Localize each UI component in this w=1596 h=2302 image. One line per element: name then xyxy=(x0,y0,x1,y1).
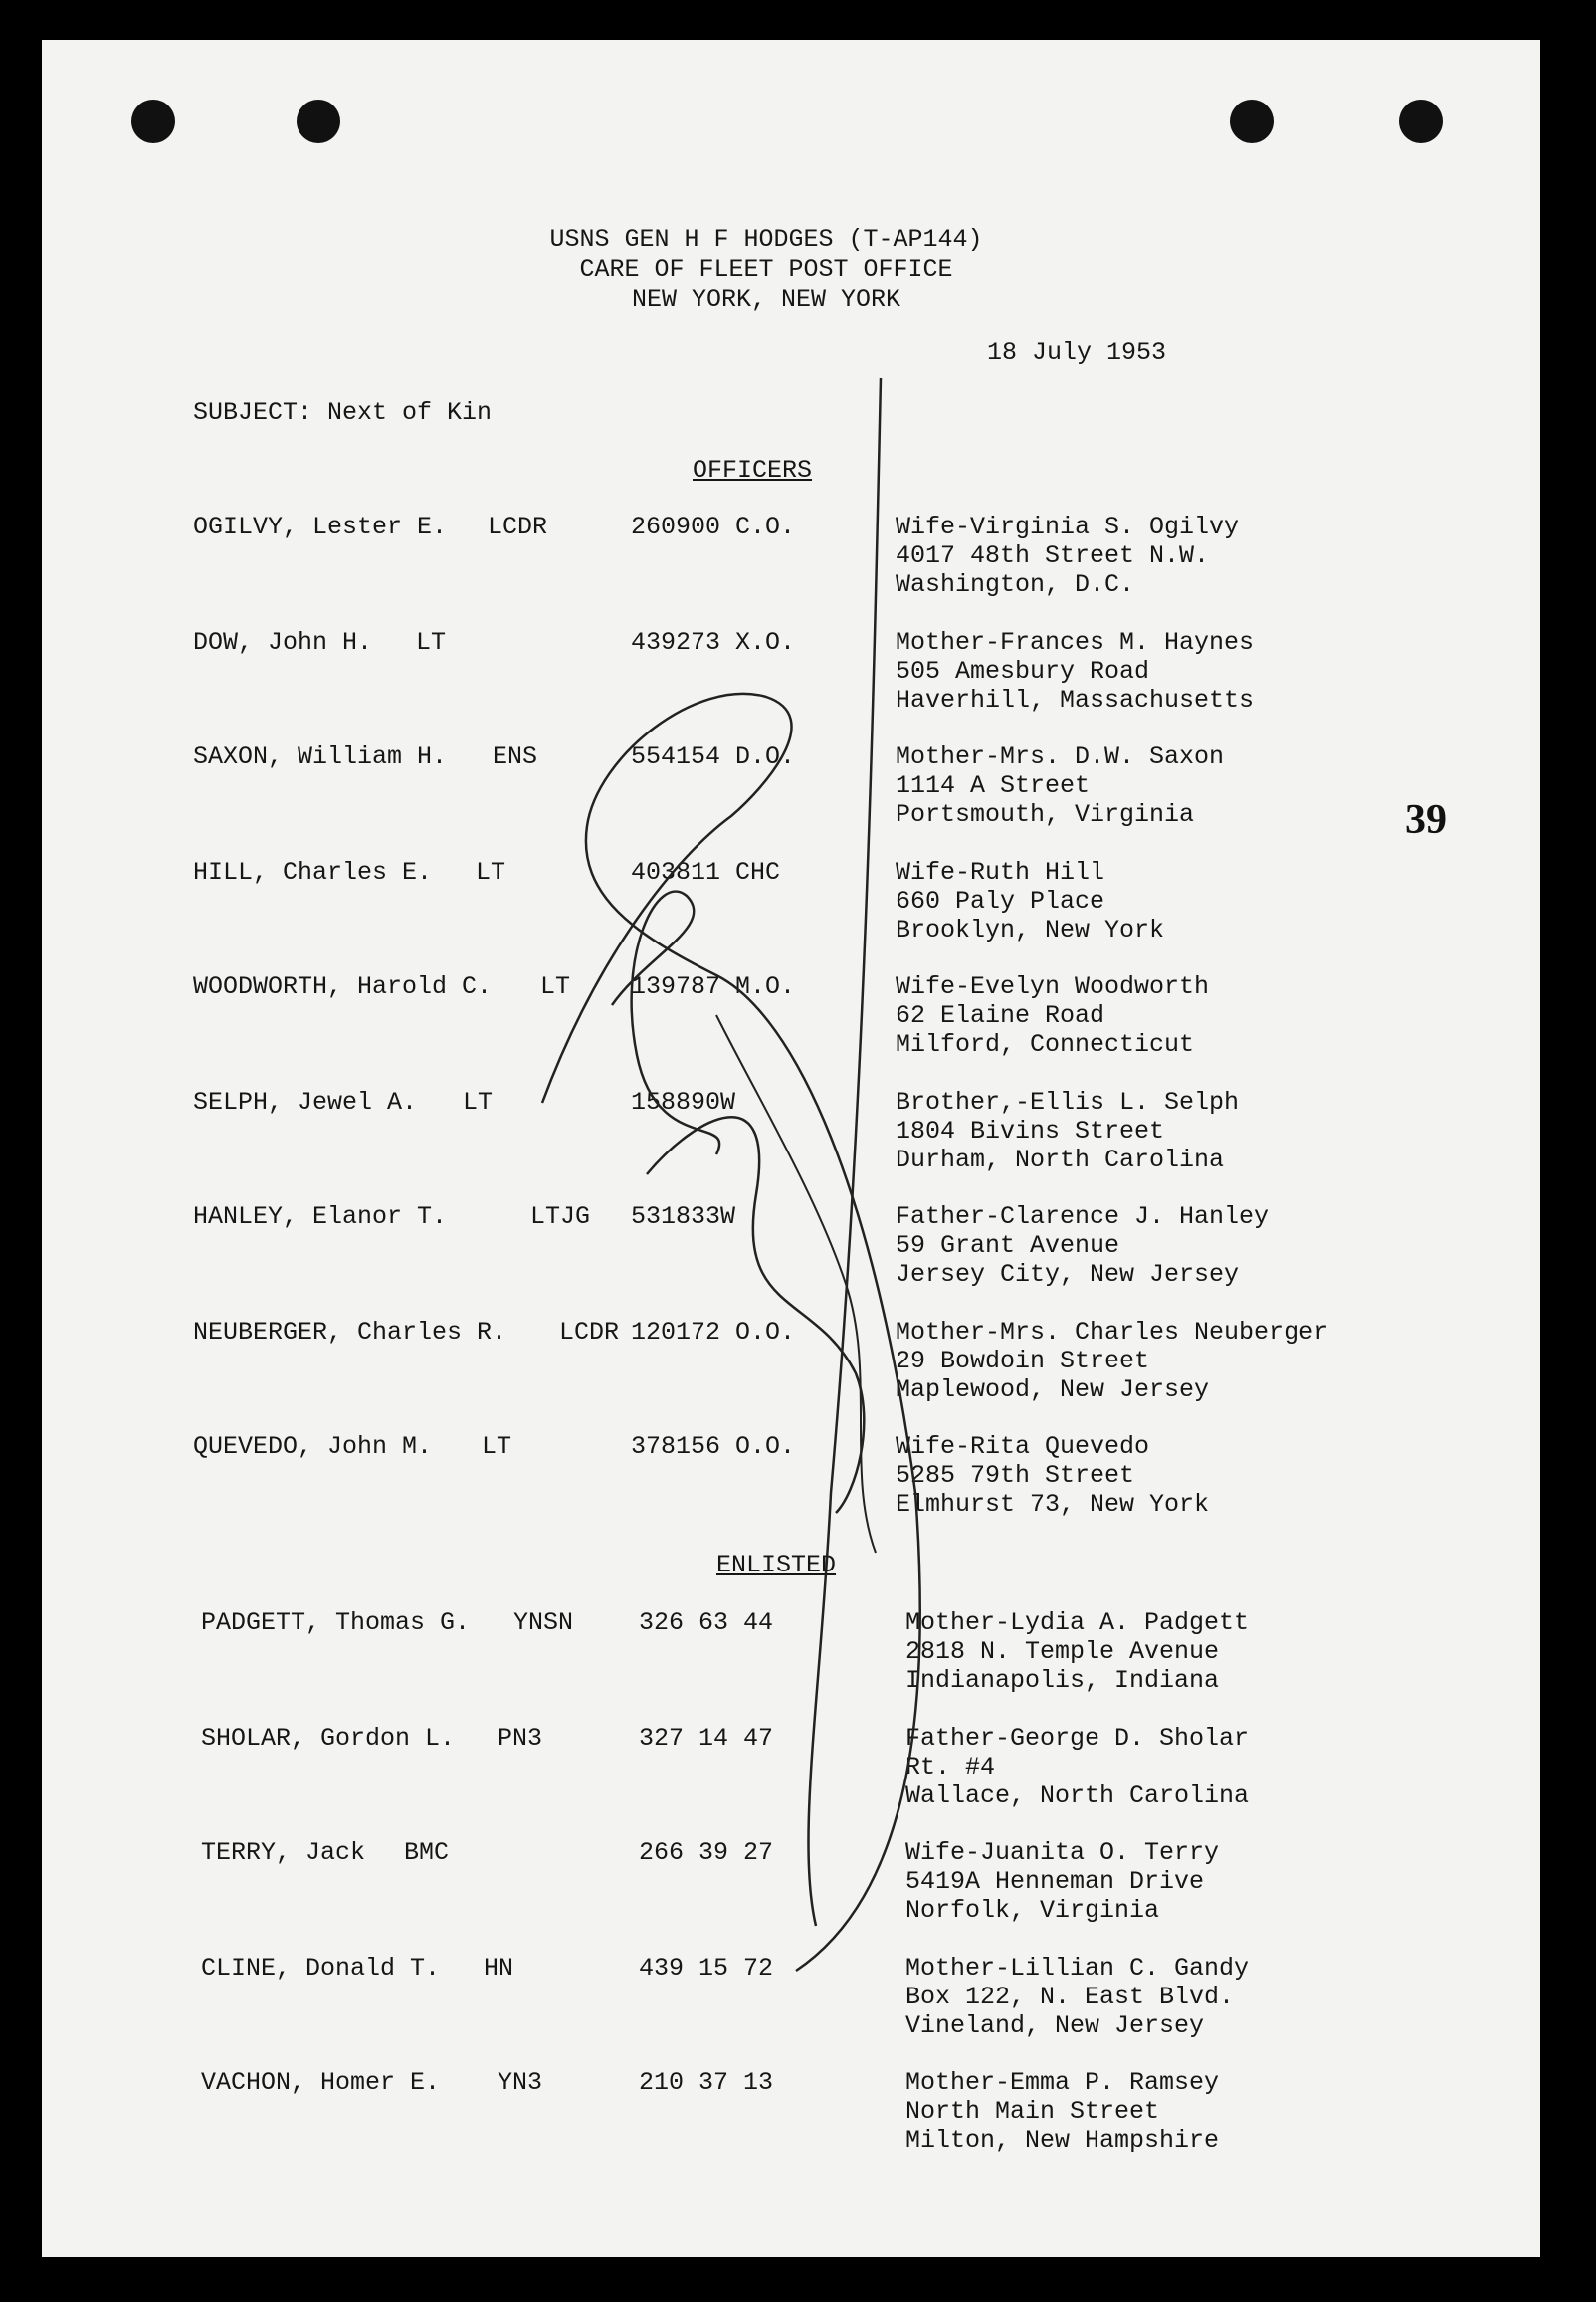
entry-name: CLINE, Donald T. xyxy=(201,1953,441,1983)
entry-next-of-kin-line: Haverhill, Massachusetts xyxy=(896,685,1255,715)
entry-next-of-kin-line: Norfolk, Virginia xyxy=(905,1896,1160,1925)
entry-rank: LCDR xyxy=(559,1317,620,1347)
entry-next-of-kin-line: Mother-Emma P. Ramsey xyxy=(905,2068,1220,2097)
entry-next-of-kin-line: Wife-Juanita O. Terry xyxy=(905,1838,1220,1867)
entry-service-number: 439 15 72 xyxy=(639,1953,774,1983)
entry-service-number: 403811 CHC xyxy=(631,857,781,887)
entry-next-of-kin-line: Milford, Connecticut xyxy=(896,1030,1195,1059)
entry-next-of-kin-line: Mother-Frances M. Haynes xyxy=(896,627,1255,657)
entry-name: HANLEY, Elanor T. xyxy=(193,1202,448,1231)
entry-next-of-kin-line: 1114 A Street xyxy=(896,771,1091,800)
entry-next-of-kin-line: Maplewood, New Jersey xyxy=(896,1374,1210,1404)
entry-name: PADGETT, Thomas G. xyxy=(201,1608,471,1637)
entry-rank: PN3 xyxy=(498,1723,543,1753)
entry-next-of-kin-line: Washington, D.C. xyxy=(896,570,1135,599)
entry-next-of-kin-line: 62 Elaine Road xyxy=(896,1001,1105,1030)
entry-name: SAXON, William H. xyxy=(193,742,448,771)
entry-rank: LT xyxy=(463,1087,494,1117)
entry-next-of-kin-line: 5419A Henneman Drive xyxy=(905,1867,1205,1896)
entry-name: HILL, Charles E. xyxy=(193,857,433,887)
entry-rank: LT xyxy=(540,972,571,1001)
entry-next-of-kin-line: 4017 48th Street N.W. xyxy=(896,541,1210,570)
entry-name: VACHON, Homer E. xyxy=(201,2068,441,2097)
entry-next-of-kin-line: 660 Paly Place xyxy=(896,886,1105,916)
entry-service-number: 378156 O.O. xyxy=(631,1432,796,1461)
letterhead-line-2: CARE OF FLEET POST OFFICE xyxy=(579,255,953,284)
entry-name: SELPH, Jewel A. xyxy=(193,1087,418,1117)
entry-next-of-kin-line: Brooklyn, New York xyxy=(896,915,1165,944)
entry-service-number: 326 63 44 xyxy=(639,1608,774,1637)
entry-rank: LT xyxy=(476,857,506,887)
entry-next-of-kin-line: Wife-Virginia S. Ogilvy xyxy=(896,513,1240,541)
entry-service-number: 210 37 13 xyxy=(639,2068,774,2097)
entry-next-of-kin-line: Father-George D. Sholar xyxy=(905,1723,1250,1753)
entry-rank: LTJG xyxy=(530,1202,591,1231)
entry-next-of-kin-line: Wife-Rita Quevedo xyxy=(896,1432,1150,1461)
entry-rank: ENS xyxy=(493,742,538,771)
entry-service-number: 158890W xyxy=(631,1087,736,1117)
entry-next-of-kin-line: Portsmouth, Virginia xyxy=(896,800,1195,829)
entry-next-of-kin-line: Wife-Ruth Hill xyxy=(896,857,1105,887)
entry-name: NEUBERGER, Charles R. xyxy=(193,1317,507,1347)
entry-name: DOW, John H. xyxy=(193,627,373,657)
entry-next-of-kin-line: Elmhurst 73, New York xyxy=(896,1490,1210,1519)
entry-rank: LCDR xyxy=(488,513,548,541)
entry-next-of-kin-line: Mother-Lillian C. Gandy xyxy=(905,1953,1250,1983)
entry-next-of-kin-line: 1804 Bivins Street xyxy=(896,1116,1165,1146)
entry-rank: YNSN xyxy=(513,1608,574,1637)
entry-next-of-kin-line: Father-Clarence J. Hanley xyxy=(896,1202,1270,1231)
entry-next-of-kin-line: 2818 N. Temple Avenue xyxy=(905,1637,1220,1666)
entry-next-of-kin-line: Wife-Evelyn Woodworth xyxy=(896,972,1210,1001)
entry-service-number: 120172 O.O. xyxy=(631,1317,796,1347)
entry-next-of-kin-line: Jersey City, New Jersey xyxy=(896,1260,1240,1289)
entry-name: SHOLAR, Gordon L. xyxy=(201,1723,456,1753)
entry-next-of-kin-line: Vineland, New Jersey xyxy=(905,2010,1205,2040)
entry-name: QUEVEDO, John M. xyxy=(193,1432,433,1461)
section-heading-officers: OFFICERS xyxy=(693,456,813,485)
entry-name: WOODWORTH, Harold C. xyxy=(193,972,493,1001)
entry-service-number: 554154 D.O. xyxy=(631,742,796,771)
entry-service-number: 327 14 47 xyxy=(639,1723,774,1753)
entry-service-number: 139787 M.O. xyxy=(631,972,796,1001)
entry-next-of-kin-line: 5285 79th Street xyxy=(896,1461,1135,1490)
entry-next-of-kin-line: 59 Grant Avenue xyxy=(896,1231,1120,1260)
entry-next-of-kin-line: Indianapolis, Indiana xyxy=(905,1666,1220,1695)
letterhead-line-3: NEW YORK, NEW YORK xyxy=(631,285,901,314)
entry-next-of-kin-line: 505 Amesbury Road xyxy=(896,656,1150,686)
entry-rank: LT xyxy=(416,627,447,657)
entry-next-of-kin-line: 29 Bowdoin Street xyxy=(896,1346,1150,1375)
entry-next-of-kin-line: Rt. #4 xyxy=(905,1752,996,1781)
entry-name: TERRY, Jack xyxy=(201,1838,366,1867)
entry-next-of-kin-line: Wallace, North Carolina xyxy=(905,1780,1250,1810)
entry-rank: BMC xyxy=(404,1838,450,1867)
entry-next-of-kin-line: Milton, New Hampshire xyxy=(905,2126,1220,2155)
entry-next-of-kin-line: Mother-Mrs. D.W. Saxon xyxy=(896,742,1225,771)
entry-next-of-kin-line: Durham, North Carolina xyxy=(896,1145,1225,1174)
entry-name: OGILVY, Lester E. xyxy=(193,513,448,541)
entry-service-number: 531833W xyxy=(631,1202,736,1231)
section-heading-enlisted: ENLISTED xyxy=(716,1551,837,1579)
entry-next-of-kin-line: Brother,-Ellis L. Selph xyxy=(896,1087,1240,1117)
subject-line: SUBJECT: Next of Kin xyxy=(193,398,493,427)
entry-rank: YN3 xyxy=(498,2068,543,2097)
entry-service-number: 439273 X.O. xyxy=(631,627,796,657)
entry-next-of-kin-line: Mother-Lydia A. Padgett xyxy=(905,1608,1250,1637)
page-number-mark: 39 xyxy=(1405,797,1447,843)
entry-rank: LT xyxy=(482,1432,512,1461)
entry-next-of-kin-line: Box 122, N. East Blvd. xyxy=(905,1982,1235,2011)
entry-service-number: 266 39 27 xyxy=(639,1838,774,1867)
letterhead-line-1: USNS GEN H F HODGES (T-AP144) xyxy=(549,225,983,254)
entry-rank: HN xyxy=(484,1953,514,1983)
entry-service-number: 260900 C.O. xyxy=(631,513,796,541)
document-date: 18 July 1953 xyxy=(987,338,1167,367)
entry-next-of-kin-line: North Main Street xyxy=(905,2097,1160,2126)
entry-next-of-kin-line: Mother-Mrs. Charles Neuberger xyxy=(896,1317,1329,1347)
